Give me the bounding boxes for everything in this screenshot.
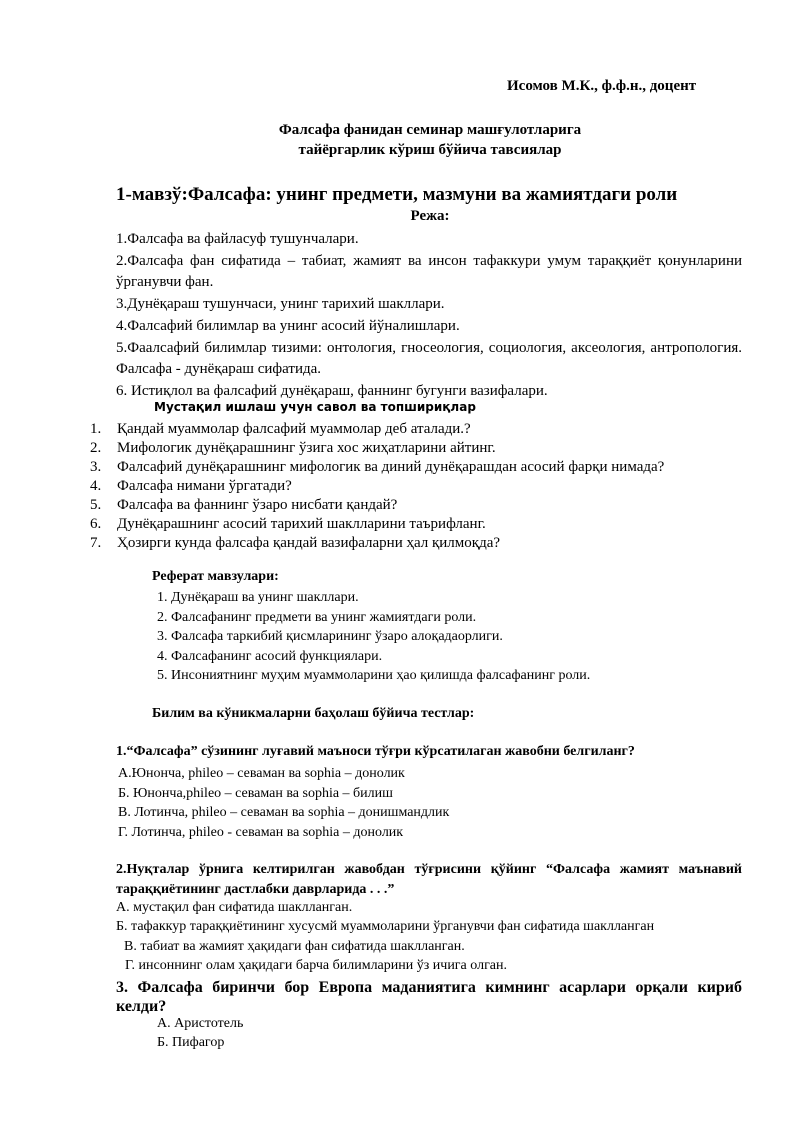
list-item: 2. Фалсафанинг предмети ва унинг жамиятдаги роли. xyxy=(157,609,477,625)
answer-option: А.Юнонча, phileo – севаман ва sophia – донолик xyxy=(118,766,405,781)
plan-item: 6. Истиқлол ва фалсафий дунёқараш, фаннинг бугунги вазифалари. xyxy=(116,383,548,399)
list-number: 2. xyxy=(90,440,102,456)
referat-heading: Реферат мавзулари: xyxy=(152,569,279,584)
list-text: Мифологик дунёқарашнинг ўзига хос жиҳатларини айтинг. xyxy=(117,440,496,456)
answer-option: Б. тафаккур тараққиётининг хусусмй муаммоларини ўрганувчи фан сифатида шаклланган xyxy=(116,919,655,934)
list-item xyxy=(90,496,664,515)
plan-heading: Режа: xyxy=(410,208,450,224)
list-number: 6. xyxy=(90,516,102,532)
document-title-line-1: Фалсафа фанидан семинар машғулотларига xyxy=(278,122,582,138)
list-text: Фалсафа нимани ўргатади? xyxy=(117,478,292,494)
list-number: 5. xyxy=(90,497,102,513)
answer-option: В. табиат ва жамият ҳақидаги фан сифатида шаклланган. xyxy=(124,939,465,954)
list-item xyxy=(90,477,664,496)
plan-item: 1.Фалсафа ва файласуф тушунчалари. xyxy=(116,231,359,247)
author-line: Исомов М.К., ф.ф.н., доцент xyxy=(507,78,697,94)
referat-list xyxy=(157,588,590,686)
self-study-heading: Мустақил ишлаш учун савол ва топшириқлар xyxy=(154,400,476,414)
list-text: Фалсафа ва фаннинг ўзаро нисбати қандай? xyxy=(117,497,398,513)
self-study-list xyxy=(90,420,664,553)
list-item xyxy=(90,439,664,458)
plan-item: 5.Фаалсафий билимлар тизими: онтология, гносеология, социология, аксеология, антропология. Фалсафа - дунёқараш сифатида. xyxy=(116,340,742,377)
list-item xyxy=(90,515,664,534)
answer-option: Г. Лотинча, phileo - севаман ва sophia – донолик xyxy=(118,824,404,840)
tests-heading: Билим ва кўникмаларни баҳолаш бўйича тестлар: xyxy=(152,706,475,721)
list-item xyxy=(90,534,664,553)
plan-item: 3.Дунёқараш тушунчаси, унинг тарихий шакллари. xyxy=(116,296,445,312)
plan-item: 2.Фалсафа фан сифатида – табиат, жамият ва инсон тафаккури умум тараққиёт қонунларини ўрганувчи фан. xyxy=(116,253,742,290)
answer-option: А. Аристотель xyxy=(157,1016,244,1031)
document-title-line-2: тайёргарлик кўриш бўйича тавсиялар xyxy=(298,142,562,158)
test-question-2: 2.Нуқталар ўрнига келтирилган жавобдан тўғрисини қўйинг “Фалсафа жамият маънавий тараққиётининг дастлабки даврларида . . .” xyxy=(116,862,742,897)
list-number: 4. xyxy=(90,478,102,494)
list-text: Фалсафий дунёқарашнинг мифологик ва диний дунёқарашдан асосий фарқи нимада? xyxy=(117,459,665,475)
list-text: Қандай муаммолар фалсафий муаммолар деб аталади.? xyxy=(117,421,471,437)
list-item: 4. Фалсафанинг асосий функциялари. xyxy=(157,648,383,664)
list-item: 1. Дунёқараш ва унинг шакллари. xyxy=(157,590,359,605)
list-number: 7. xyxy=(90,535,102,551)
test-question-1-options xyxy=(118,764,449,842)
list-item: 3. Фалсафа таркибий қисмларининг ўзаро алоқадаорлиги. xyxy=(157,629,503,644)
list-text: Ҳозирги кунда фалсафа қандай вазифаларни ҳал қилмоқда? xyxy=(117,535,501,551)
plan-item: 4.Фалсафий билимлар ва унинг асосий йўналишлари. xyxy=(116,318,460,334)
answer-option: В. Лотинча, phileo – севаман ва sophia – донишмандлик xyxy=(118,805,450,820)
answer-option: Б. Пифагор xyxy=(157,1035,225,1050)
answer-option: Г. инсоннинг олам ҳақидаги барча билимларини ўз ичига олган. xyxy=(125,958,508,973)
list-text: Дунёқарашнинг асосий тарихий шаклларини таърифланг. xyxy=(117,516,486,532)
answer-option: Б. Юнонча,phileo – севаман ва sophia – билиш xyxy=(118,785,393,801)
list-item: 5. Инсониятнинг муҳим муаммоларини ҳао қилишда фалсафанинг роли. xyxy=(157,668,591,683)
topic-heading: 1-мавзў:Фалсафа: унинг предмети, мазмуни ва жамиятдаги роли xyxy=(116,184,678,205)
list-number: 3. xyxy=(90,459,102,475)
plan-list xyxy=(116,229,742,402)
list-item xyxy=(90,458,664,477)
answer-option: А. мустақил фан сифатида шаклланган. xyxy=(116,900,353,915)
list-item xyxy=(90,420,664,439)
test-question-3: 3. Фалсафа биринчи бор Европа маданиятига кимнинг асарлари орқали кириб келди? xyxy=(116,979,742,1015)
test-question-1: 1.“Фалсафа” сўзининг луғавий маъноси тўғри кўрсатилаган жавобни белгиланг? xyxy=(116,744,635,759)
list-number: 1. xyxy=(90,421,102,437)
